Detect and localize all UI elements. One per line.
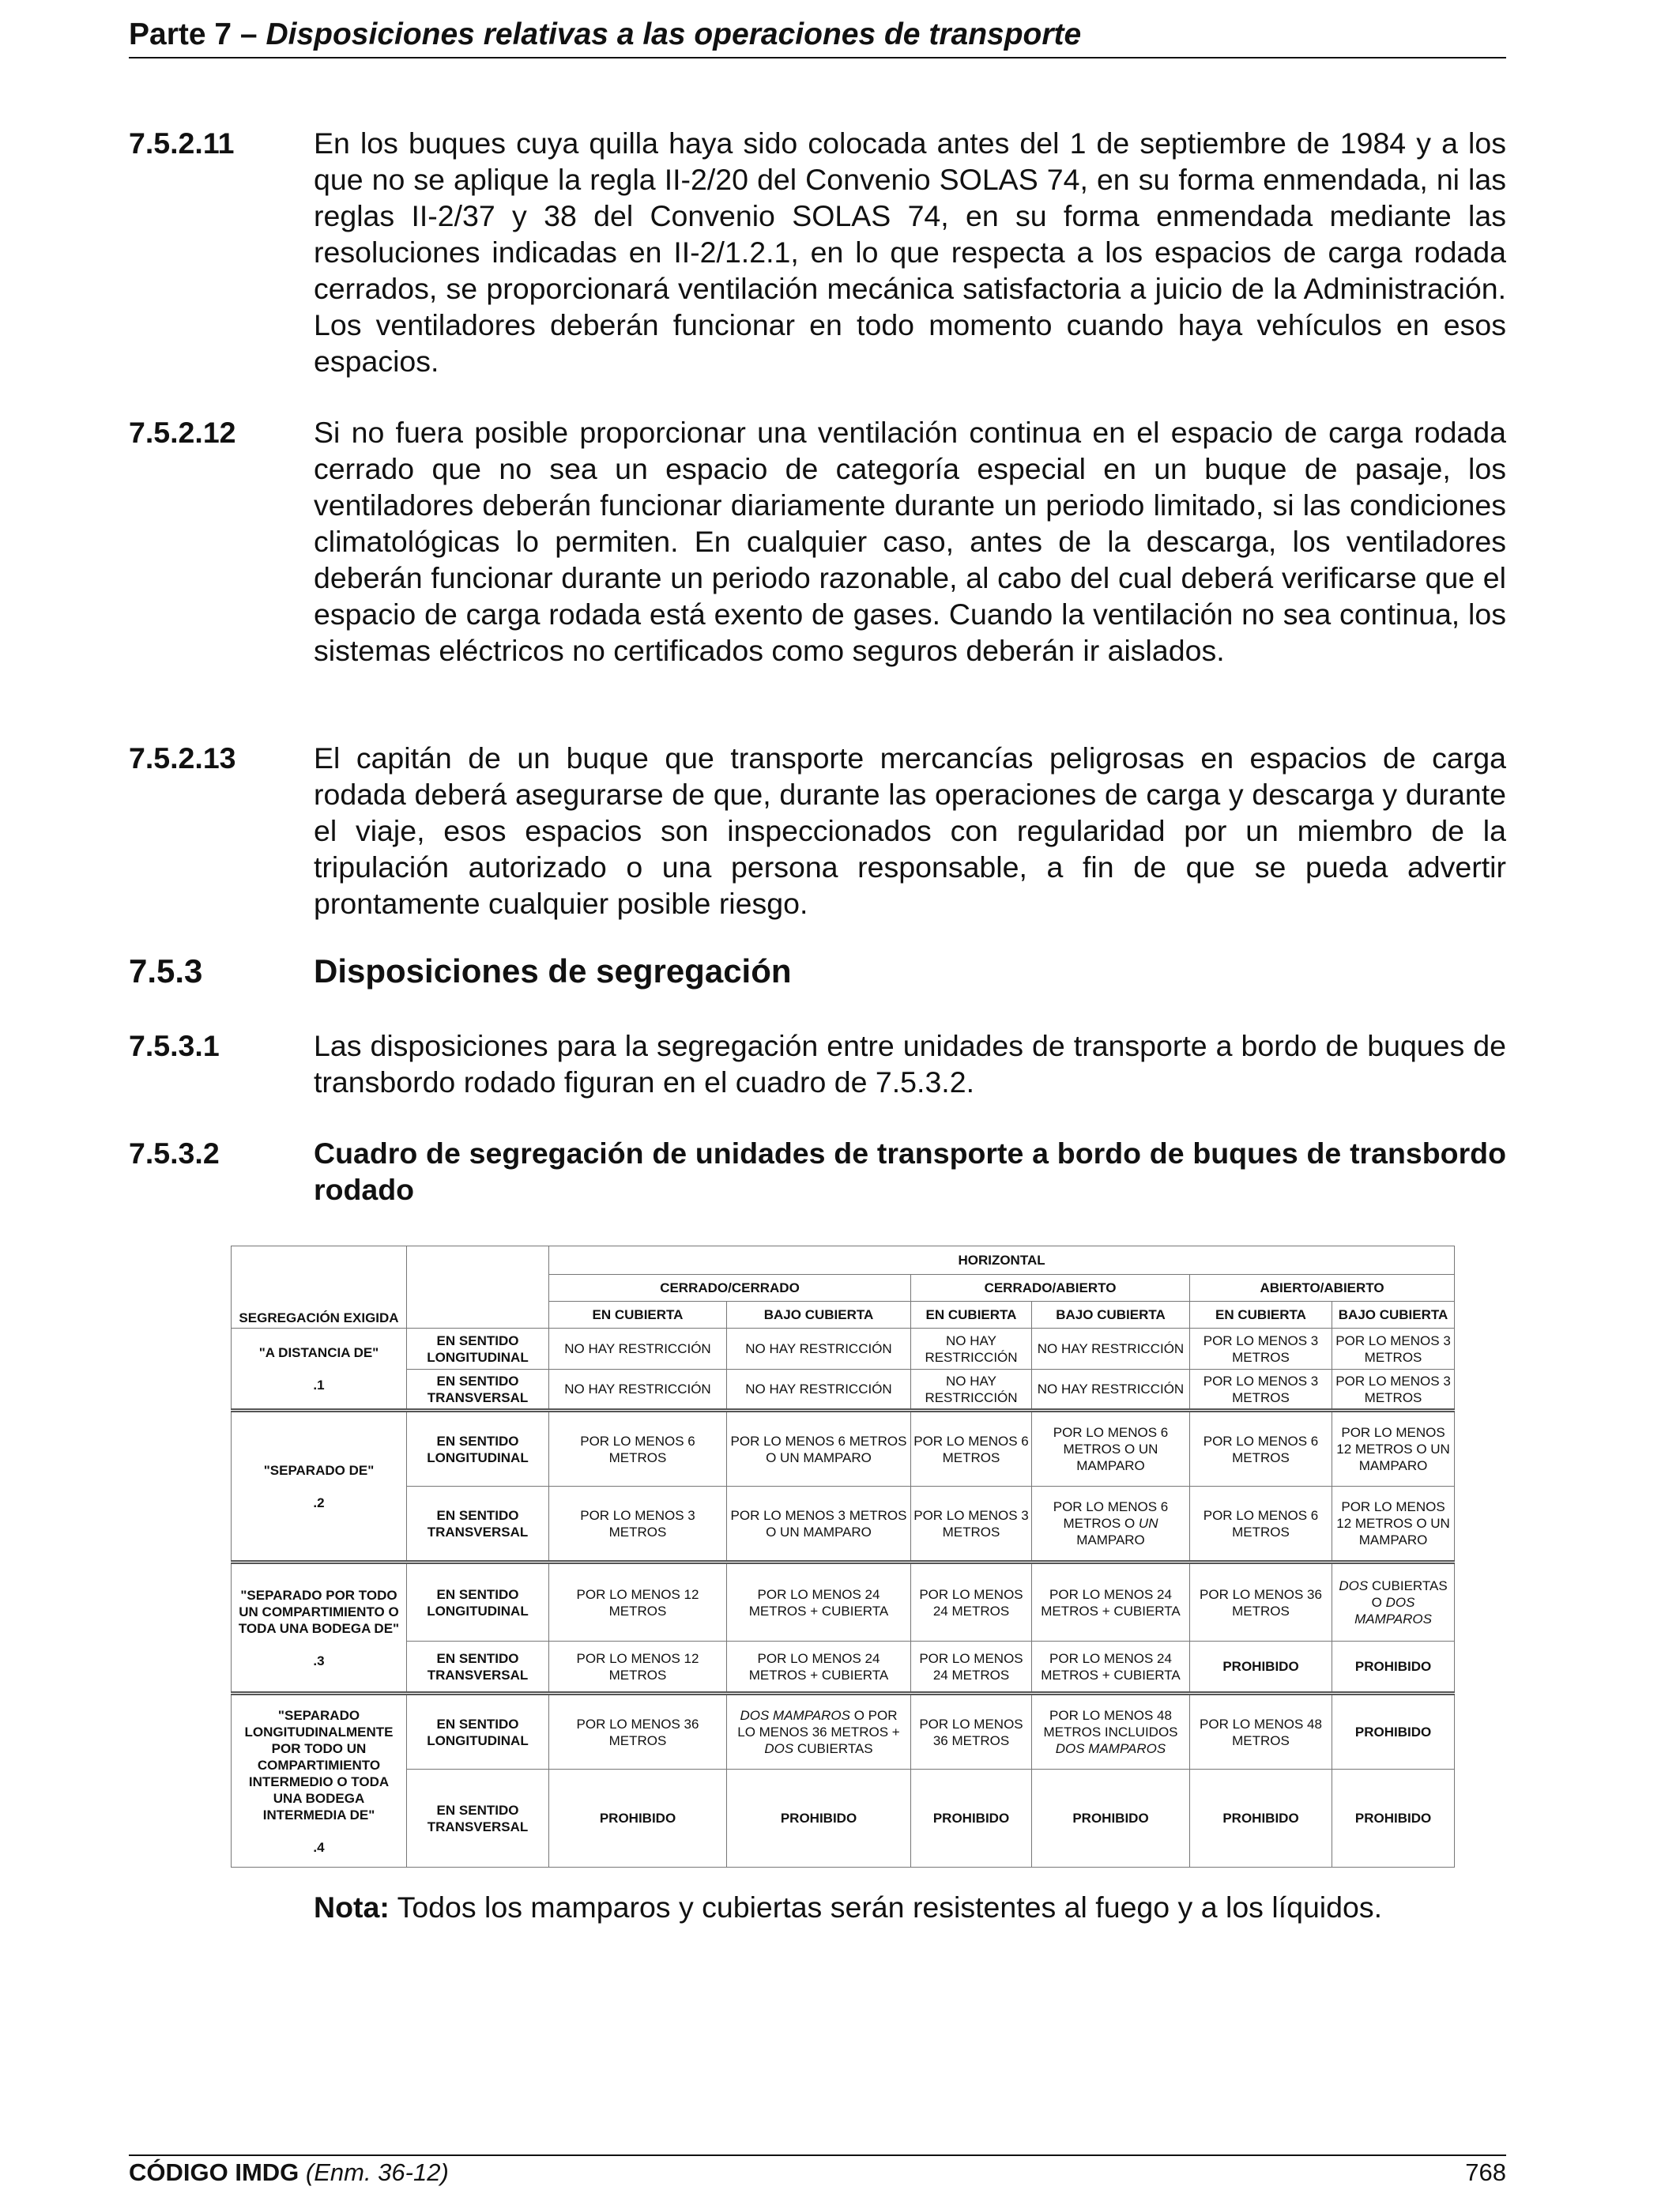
page-number: 768 (1465, 2158, 1506, 2186)
row-label: "SEPARADO POR TODO UN COMPARTIMIENTO O TODA UNA BODEGA DE" (238, 1587, 400, 1636)
cell: POR LO MENOS 6 METROS O UN MAMPARO (727, 1411, 911, 1487)
cell: POR LO MENOS 6 METROS (1190, 1487, 1332, 1563)
cell (1332, 1563, 1455, 1642)
section-number: 7.5.3 (129, 952, 203, 990)
segregation-table (231, 1246, 1455, 1868)
cell: PROHIBIDO (1332, 1694, 1455, 1770)
paragraph-7-5-2-12 (129, 414, 1506, 669)
direction-trans: EN SENTIDO TRANSVERSAL (407, 1642, 549, 1694)
direction-long: EN SENTIDO LONGITUDINAL (407, 1694, 549, 1770)
paragraph-number: 7.5.3.1 (129, 1029, 220, 1062)
row-label: "SEPARADO DE" (263, 1462, 375, 1478)
cell-text-italic: DOS (764, 1741, 794, 1756)
cell: PROHIBIDO (911, 1770, 1032, 1868)
table-note (314, 1889, 1499, 1925)
cell: POR LO MENOS 6 METROS (1190, 1411, 1332, 1487)
table-row (232, 1642, 1455, 1694)
row-label: "SEPARADO LONGITUDINALMENTE POR TODO UN COMPARTIMIENTO INTERMEDIO O TODA UNA BODEGA INTERMEDIA DE" (244, 1707, 394, 1823)
row-number: .1 (313, 1377, 325, 1393)
section-title: Disposiciones de segregación (314, 952, 792, 990)
cell: PROHIBIDO (1032, 1770, 1190, 1868)
section-heading-7-5-3 (129, 953, 1506, 990)
cell: NO HAY RESTRICCIÓN (727, 1370, 911, 1411)
cell: POR LO MENOS 3 METROS (1332, 1370, 1455, 1411)
cell: POR LO MENOS 24 METROS + CUBIERTA (1032, 1563, 1190, 1642)
table-row (232, 1487, 1455, 1563)
footer-code (129, 2158, 449, 2186)
direction-trans: EN SENTIDO TRANSVERSAL (407, 1487, 549, 1563)
cell: NO HAY RESTRICCIÓN (549, 1329, 727, 1370)
cell: POR LO MENOS 24 METROS (911, 1642, 1032, 1694)
cell: POR LO MENOS 3 METROS (1190, 1329, 1332, 1370)
cell-text: POR LO MENOS 6 METROS O (1053, 1499, 1169, 1531)
table-row (232, 1694, 1455, 1770)
cell: PROHIBIDO (727, 1770, 911, 1868)
direction-long: EN SENTIDO LONGITUDINAL (407, 1563, 549, 1642)
paragraph-7-5-2-13 (129, 740, 1506, 922)
paragraph-number: 7.5.3.2 (129, 1137, 220, 1170)
table-row (232, 1329, 1455, 1370)
paragraph-text: Si no fuera posible proporcionar una ventilación continua en el espacio de carga rodada cerrado que no sea un espacio de categoría especial en un buque de pasaje, los ventiladores deberán funcionar diariamente durante un periodo limitado, si las condiciones climatológicas lo permiten. En cualquier caso, antes de la descarga, los ventiladores deberán funcionar durante un periodo razonable, al cabo del cual deberá verificarse que el espacio de carga rodada está exento de gases. Cuando la ventilación no sea continua, los sistemas eléctricos no certificados como seguros deberán ir aislados. (314, 416, 1506, 667)
row-label: "A DISTANCIA DE" (258, 1344, 379, 1360)
paragraph-7-5-2-11 (129, 125, 1506, 379)
paragraph-number: 7.5.2.13 (129, 741, 236, 775)
cell: PROHIBIDO (549, 1770, 727, 1868)
cell: POR LO MENOS 36 METROS (1190, 1563, 1332, 1642)
cell (1032, 1487, 1190, 1563)
cell: POR LO MENOS 24 METROS (911, 1563, 1032, 1642)
cell: POR LO MENOS 3 METROS (1190, 1370, 1332, 1411)
cell-text-italic: DOS (1339, 1578, 1369, 1593)
table-row (232, 1411, 1455, 1487)
cell: POR LO MENOS 12 METROS (549, 1563, 727, 1642)
table-row (232, 1770, 1455, 1868)
paragraph-number: 7.5.2.12 (129, 416, 236, 449)
cell: POR LO MENOS 3 METROS (1332, 1329, 1455, 1370)
table-row (232, 1563, 1455, 1642)
cell-text: CUBIERTAS (797, 1741, 873, 1756)
paragraph-text: El capitán de un buque que transporte mercancías peligrosas en espacios de carga rodada deberá asegurarse de que, durante las operaciones de carga y descarga y durante el viaje, esos espacios son inspeccionados con regularidad por un miembro de la tripulación autorizado o una persona responsable, a fin de que se pueda advertir prontamente cualquier posible riesgo. (314, 741, 1506, 920)
direction-long: EN SENTIDO LONGITUDINAL (407, 1329, 549, 1370)
page-header (129, 16, 1506, 58)
cell: POR LO MENOS 36 METROS (549, 1694, 727, 1770)
subhead: BAJO CUBIERTA (727, 1302, 911, 1329)
cell: NO HAY RESTRICCIÓN (1032, 1370, 1190, 1411)
header-part: Parte 7 – (129, 17, 266, 51)
subhead: BAJO CUBIERTA (1332, 1302, 1455, 1329)
cell: POR LO MENOS 3 METROS (549, 1487, 727, 1563)
direction-trans: EN SENTIDO TRANSVERSAL (407, 1770, 549, 1868)
cell (727, 1694, 911, 1770)
cell: PROHIBIDO (1190, 1642, 1332, 1694)
segregation-label (232, 1694, 407, 1868)
cell-text: O POR LO MENOS 36 METROS + (737, 1708, 900, 1740)
cell: POR LO MENOS 24 METROS + CUBIERTA (727, 1642, 911, 1694)
segregation-label (232, 1563, 407, 1694)
cell-text-italic: DOS MAMPAROS (1055, 1741, 1166, 1756)
note-label: Nota: (314, 1891, 390, 1924)
direction-long: EN SENTIDO LONGITUDINAL (407, 1411, 549, 1487)
cell: POR LO MENOS 3 METROS (911, 1487, 1032, 1563)
table-caption: Cuadro de segregación de unidades de transporte a bordo de buques de transbordo rodado (314, 1137, 1506, 1206)
cell: PROHIBIDO (1332, 1642, 1455, 1694)
footer-code-name: CÓDIGO IMDG (129, 2158, 299, 2186)
direction-trans: EN SENTIDO TRANSVERSAL (407, 1370, 549, 1411)
cell: POR LO MENOS 24 METROS + CUBIERTA (727, 1563, 911, 1642)
cell: POR LO MENOS 3 METROS O UN MAMPARO (727, 1487, 911, 1563)
cell (1032, 1694, 1190, 1770)
row-number: .4 (313, 1839, 325, 1855)
cell-text-italic: UN (1138, 1516, 1158, 1531)
cell: PROHIBIDO (1190, 1770, 1332, 1868)
subhead: BAJO CUBIERTA (1032, 1302, 1190, 1329)
subhead: EN CUBIERTA (911, 1302, 1032, 1329)
cell: POR LO MENOS 12 METROS (549, 1642, 727, 1694)
cell: NO HAY RESTRICCIÓN (911, 1329, 1032, 1370)
cell-text-italic: DOS MAMPAROS (1354, 1595, 1432, 1627)
paragraph-number: 7.5.2.11 (129, 126, 235, 160)
cell: NO HAY RESTRICCIÓN (549, 1370, 727, 1411)
table-row (232, 1370, 1455, 1411)
cell-text-italic: DOS MAMPAROS (740, 1708, 850, 1723)
table-header-row (232, 1246, 1455, 1275)
cell: POR LO MENOS 24 METROS + CUBIERTA (1032, 1642, 1190, 1694)
segregation-label (232, 1329, 407, 1411)
cell: POR LO MENOS 12 METROS O UN MAMPARO (1332, 1487, 1455, 1563)
cell: POR LO MENOS 6 METROS O UN MAMPARO (1032, 1411, 1190, 1487)
cell: NO HAY RESTRICCIÓN (911, 1370, 1032, 1411)
cell: NO HAY RESTRICCIÓN (727, 1329, 911, 1370)
paragraph-text: Las disposiciones para la segregación entre unidades de transporte a bordo de buques de transbordo rodado figuran en el cuadro de 7.5.3.2. (314, 1029, 1506, 1099)
cell: POR LO MENOS 6 METROS (549, 1411, 727, 1487)
row-number: .3 (313, 1653, 325, 1668)
footer-amendment: (Enm. 36-12) (299, 2158, 449, 2186)
group-head: ABIERTO/ABIERTO (1190, 1275, 1455, 1302)
paragraph-text: En los buques cuya quilla haya sido colocada antes del 1 de septiembre de 1984 y a los que no se aplique la regla II-2/20 del Convenio SOLAS 74, en su forma enmendada, ni las reglas II-2/37 y 38 del Convenio SOLAS 74, en su forma enmendada mediante las resoluciones indicadas en II-2/1.2.1, en lo que respecta a los espacios de carga rodada cerrados, se proporcionará ventilación mecánica satisfactoria a juicio de la Administración. Los ventiladores deberán funcionar en todo momento cuando haya vehículos en esos espacios. (314, 126, 1506, 378)
cell-text: CUBIERTAS O (1371, 1578, 1448, 1610)
cell-text: MAMPARO (1076, 1532, 1145, 1547)
blank-head-cell (407, 1246, 549, 1329)
segregation-label (232, 1411, 407, 1563)
subhead: EN CUBIERTA (549, 1302, 727, 1329)
row-number: .2 (313, 1495, 325, 1510)
cell: NO HAY RESTRICCIÓN (1032, 1329, 1190, 1370)
page-footer (129, 2154, 1506, 2191)
seg-exigida-head: SEGREGACIÓN EXIGIDA (232, 1246, 407, 1329)
paragraph-7-5-3-1 (129, 1027, 1506, 1100)
cell: POR LO MENOS 48 METROS (1190, 1694, 1332, 1770)
cell-text: POR LO MENOS 48 METROS INCLUIDOS (1043, 1708, 1178, 1740)
header-title: Disposiciones relativas a las operaciones de transporte (266, 17, 1082, 51)
cell: PROHIBIDO (1332, 1770, 1455, 1868)
group-head: CERRADO/CERRADO (549, 1275, 911, 1302)
horizontal-head: HORIZONTAL (549, 1246, 1455, 1275)
subhead: EN CUBIERTA (1190, 1302, 1332, 1329)
cell: POR LO MENOS 36 METROS (911, 1694, 1032, 1770)
paragraph-7-5-3-2 (129, 1135, 1506, 1208)
group-head: CERRADO/ABIERTO (911, 1275, 1190, 1302)
note-text: Todos los mamparos y cubiertas serán resistentes al fuego y a los líquidos. (389, 1891, 1383, 1924)
cell: POR LO MENOS 12 METROS O UN MAMPARO (1332, 1411, 1455, 1487)
cell: POR LO MENOS 6 METROS (911, 1411, 1032, 1487)
